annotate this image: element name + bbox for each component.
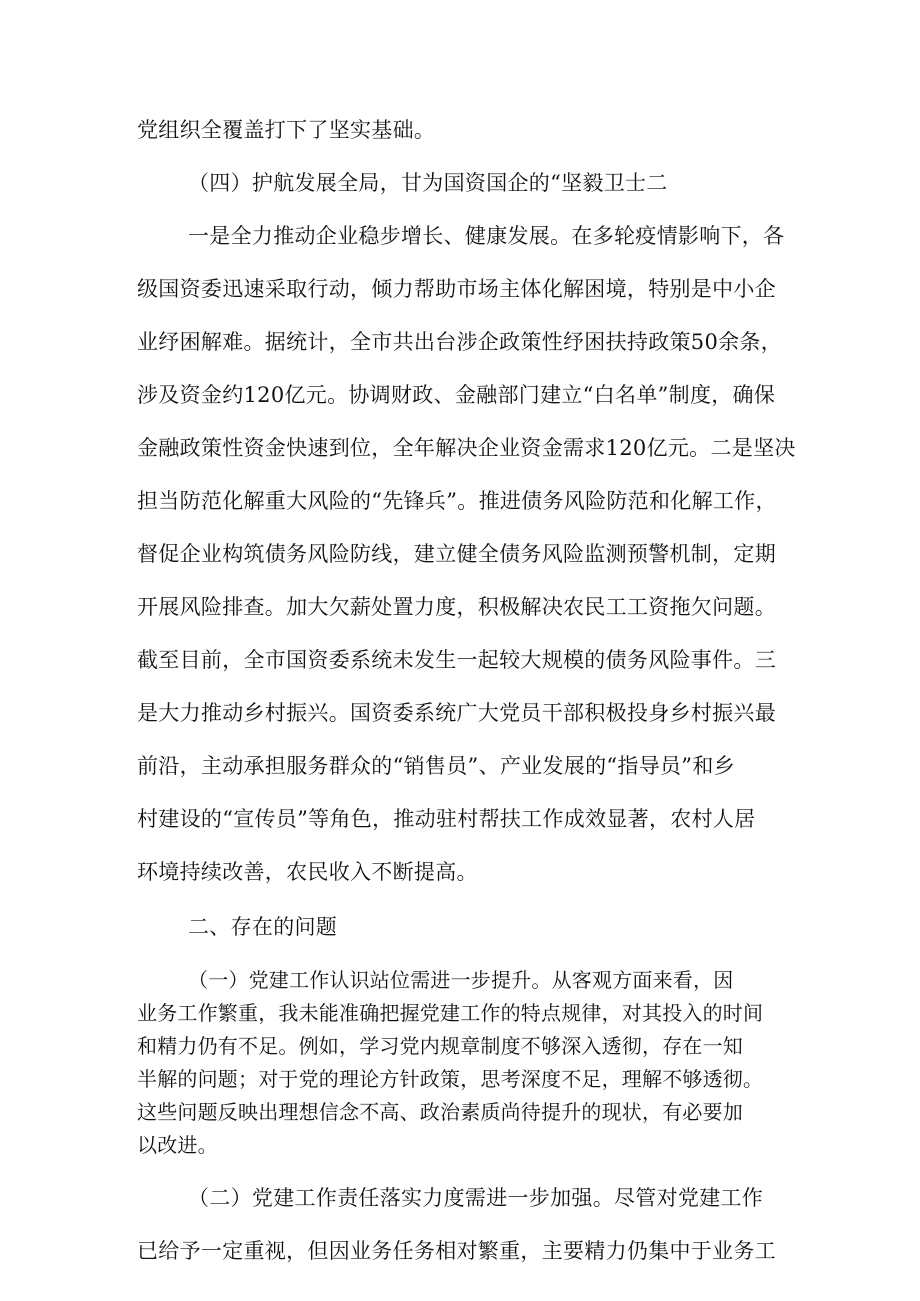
text-line: 和精力仍有不足。例如，学习党内规章制度不够深入透彻，存在一知 bbox=[137, 1034, 743, 1058]
paragraph-first-line: 一是全力推动企业稳步增长、健康发展。在多轮疫情影响下，各 bbox=[188, 224, 785, 248]
text-line: 是大力推动乡村振兴。国资委系统广大党员干部积极投身乡村振兴最 bbox=[137, 701, 776, 725]
text-line: 截至目前，全市国资委系统未发生一起较大规模的债务风险事件。三 bbox=[137, 648, 776, 672]
text-line: 村建设的“宣传员”等角色，推动驻村帮扶工作成效显著，农村人居 bbox=[137, 807, 756, 831]
text-line: 业纾困解难。据统计，全市共出台涉企政策性纾困扶持政策50余条， bbox=[137, 330, 783, 354]
text-line: 半解的问题；对于党的理论方针政策，思考深度不足，理解不够透彻。 bbox=[137, 1067, 764, 1091]
paragraph-first-line: （一）党建工作认识站位需进一步提升。从客观方面来看，因 bbox=[188, 968, 734, 992]
text-line: 以改进。 bbox=[137, 1133, 218, 1157]
paragraph-first-line: （二）党建工作责任落实力度需进一步加强。尽管对党建工作 bbox=[188, 1186, 764, 1210]
text-line: 这些问题反映出理想信念不高、政治素质尚待提升的现状，有必要加 bbox=[137, 1100, 743, 1124]
text-line: 前沿，主动承担服务群众的“销售员”、产业发展的“指导员”和乡 bbox=[137, 754, 735, 778]
text-line: 督促企业构筑债务风险防线，建立健全债务风险监测预警机制，定期 bbox=[137, 542, 776, 566]
text-line: 党组织全覆盖打下了坚实基础。 bbox=[137, 118, 436, 142]
section-heading: 二、存在的问题 bbox=[188, 915, 338, 939]
text-line: 环境持续改善，农民收入不断提高。 bbox=[137, 860, 478, 884]
text-line: 担当防范化解重大风险的“先锋兵”。推进债务风险防范和化解工作， bbox=[137, 489, 777, 513]
text-line: 金融政策性资金快速到位，全年解决企业资金需求120亿元。二是坚决 bbox=[137, 436, 796, 460]
section-heading: （四）护航发展全局，甘为国资国企的“坚毅卫士二 bbox=[188, 171, 668, 195]
text-line: 开展风险排查。加大欠薪处置力度，积极解决农民工工资拖欠问题。 bbox=[137, 595, 776, 619]
text-line: 已给予一定重视，但因业务任务相对繁重，主要精力仍集中于业务工 bbox=[137, 1239, 776, 1263]
text-line: 涉及资金约120亿元。协调财政、金融部门建立“白名单”制度，确保 bbox=[137, 383, 776, 407]
text-line: 级国资委迅速采取行动，倾力帮助市场主体化解困境，特别是中小企 bbox=[137, 277, 776, 301]
text-line: 业务工作繁重，我未能准确把握党建工作的特点规律，对其投入的时间 bbox=[137, 1001, 764, 1025]
